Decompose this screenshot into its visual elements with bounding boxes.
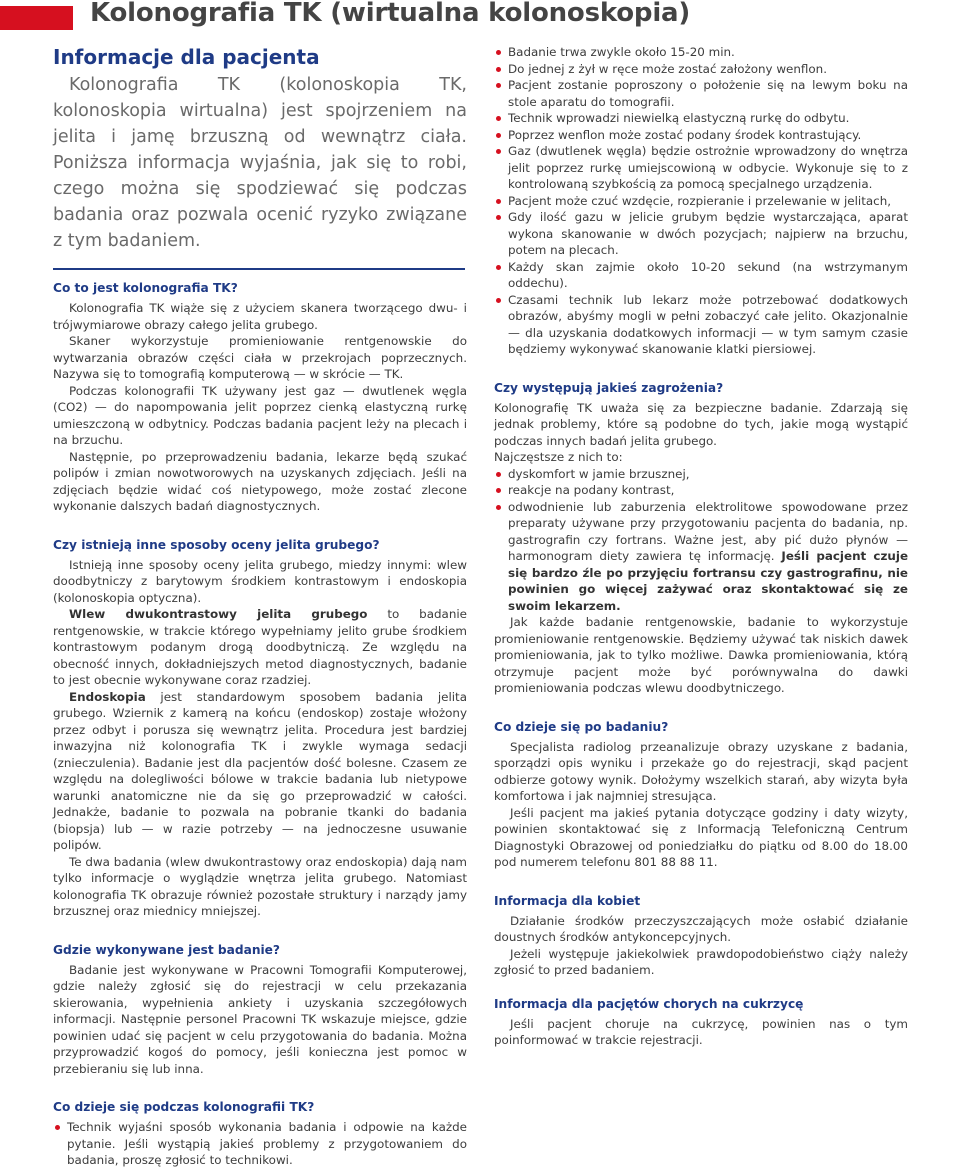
section-heading-during: Co dzieje się podczas kolonografii TK? [53,1100,315,1114]
paragraph-rest: jest standardowym sposobem badania jelita grubego. Wziernik z kamerą na końcu (endoskop) zostaje włożony przez odbyt i porusza się wewnątrz jelita. Procedura jest bardziej inwazyjna niż kolonografia TK i zwykle wymaga sedacji (znieczulenia). Badanie jest dla pacjentów dość bolesne. Czasem ze względu na dolegliwości bólowe w trakcie badania lub nietypowe warunki anatomiczne nie da się go przeprowadzić w całości. Jednakże, badanie to pozwala na pobranie tkanki do badania (biopsja) lub — w razie potrzeby — na jednoczesne usuwanie polipów. [53,689,467,852]
right-column [494,44,908,1049]
during-list-continued [494,44,908,358]
bullet-icon [496,505,501,510]
paragraph: Jeżeli występuje jakiekolwiek prawdopodobieństwo ciąży należy zgłosić to przed badaniem. [494,946,908,977]
paragraph: Jak każde badanie rentgenowskie, badanie to wykorzystuje promieniowanie rentgenowskie. Będziemy używać tak niskich dawek promieniowania, jak to tylko możliwe. Dawka promieniowania, którą otrzymuje pacjent może być porównywalna do dawki promieniowania podczas wlewu doodbytniczego. [494,615,908,695]
paragraph: Skaner wykorzystuje promieniowanie rentgenowskie do wytwarzania obrazów części ciała w przekrojach poprzecznych. Nazywa się to tomografią komputerową — w skrócie — TK. [53,334,467,381]
section-heading-diabetes: Informacja dla pacjętów chorych na cukrzycę [494,996,804,1011]
list-item: Gdy ilość gazu w jelicie grubym będzie wystarczająca, aparat wykona skanowanie w dwóch pozycjach; najpierw na brzuchu, potem na plecach. [494,209,908,259]
intro-text: Kolonografia TK (kolonoskopia TK, kolonoskopia wirtualna) jest spojrzeniem na jelita i jamę brzuszną od wewnątrz ciała. Poniższa informacja wyjaśnia, jak się to robi, czego można się spodziewać się podczas badania oraz pozwala ocenić ryzyko związane z tym badaniem. [53,75,467,251]
paragraph: Kolonografię TK uważa się za bezpieczne badanie. Zdarzają się jednak problemy, które są podobne do tych, jakie mogą wystąpić podczas innych badań jelita grubego. [494,400,908,448]
paragraph: Jeśli pacjent ma jakieś pytania dotyczące godziny i daty wizyty, powinien skontaktować się z Informacją Telefoniczną Centrum Diagnostyki Obrazowej od poniedziałku do piątku od 8.00 do 18.00 pod numerem telefonu 801 88 88 11. [494,805,908,869]
bullet-icon [496,83,501,88]
list-item: odwodnienie lub zaburzenia elektrolitowe spowodowane przez preparaty używane przy przygotowaniu pacjenta do badania, np. gastrografin czy fortrans. Ważne jest, aby pić dużo płynów — harmonogram diety zawiera tę informację. Jeśli pacjent czuje się bardzo źle po przyjęciu fortransu czy gastrografinu, nie powinien go więcej zażywać oraz skontaktować się ze swoim lekarzem. [494,499,908,615]
bullet-icon [496,116,501,121]
list-item: Gaz (dwutlenek węgla) będzie ostrożnie wprowadzony do wnętrza jelit poprzez rurkę umiejscowioną w odbycie. Wykonuje się to z kontrolowaną szybkością za pomocą specjalnego urządzenia. [494,143,908,193]
bullet-icon [496,215,501,220]
paragraph: Specjalista radiolog przeanalizuje obrazy uzyskane z badania, sporządzi opis wyniku i przekaże go do rejestracji, skąd pacjent odbierze gotowy wynik. Dołożymy wszelkich starań, aby wizyta była komfortowa i jak najmniej stresująca. [494,739,908,803]
bullet-icon [55,1125,60,1130]
list-item: reakcje na podany kontrast, [494,482,908,499]
bullet-icon [496,199,501,204]
paragraph: Następnie, po przeprowadzeniu badania, lekarze będą szukać polipów i zmian nowotworowych na uzyskanych zdjęciach. Jeśli na zdjęciach będzie widać coś nietypowego, może zostać zlecone wykonanie dalszych badań diagnostycznych. [53,449,467,513]
list-item: Poprzez wenflon może zostać podany środek kontrastujący. [494,127,908,144]
paragraph: Najczęstsze z nich to: [494,450,623,464]
list-item: Pacjent zostanie poproszony o położenie się na lewym boku na stole aparatu do tomografii. [494,77,908,110]
left-column [53,44,467,1169]
paragraph: Działanie środków przeczyszczających może osłabić działanie doustnych środków antykoncepcyjnych. [494,913,908,944]
section-heading-women: Informacja dla kobiet [494,893,641,908]
intro-divider [53,268,465,270]
list-item: Technik wprowadzi niewielką elastyczną rurkę do odbytu. [494,110,908,127]
bullet-icon [496,133,501,138]
paragraph-rest: to badanie rentgenowskie, w trakcie którego wypełniamy jelito grube środkiem kontrastowym podanym drogą doodbytniczą. Ze względu na obecność innych, dokładniejszych metod diagnostycznych, badanie to jest obecnie wykonywane coraz rzadziej. [53,607,467,687]
during-list [53,1119,467,1169]
paragraph: Te dwa badania (wlew dwukontrastowy oraz endoskopia) dają nam tylko informacje o wyglądzie wnętrza jelita grubego. Natomiast kolonografia TK obrazuje również pozostałe struktury i narządy jamy brzusznej oraz miednicy mniejszej. [53,854,467,918]
bullet-icon [496,149,501,154]
list-item: dyskomfort w jamie brzusznej, [494,466,908,483]
bullet-icon [496,50,501,55]
header-accent-bar [0,6,73,30]
paragraph: Badanie jest wykonywane w Pracowni Tomografii Komputerowej, gdzie należy zgłosić się do rejestracji w celu przekazania skierowania, wypełnienia ankiety i uzyskania szczegółowych informacji. Następnie personel Pracowni TK wskazuje miejsce, gdzie powinien udać się pacjent w celu przygotowania do badania. Można przyprowadzić kogoś do pomocy, jeśli konieczna jest pomoc w przebieraniu się lub inna. [53,962,467,1076]
list-item: Do jednej z żył w ręce może zostać założony wenflon. [494,61,908,78]
paragraph: Kolonografia TK wiąże się z użyciem skanera tworzącego dwu- i trójwymiarowe obrazy całego jelita grubego. [53,301,467,332]
list-item: Pacjent może czuć wzdęcie, rozpieranie i przelewanie w jelitach, [494,193,908,210]
bold-term: Wlew dwukontrastowy jelita grubego [69,607,368,621]
list-item: Badanie trwa zwykle około 15-20 min. [494,44,908,61]
document-title: Kolonografia TK (wirtualna kolonoskopia) [90,0,691,28]
bullet-icon [496,265,501,270]
section-heading-other-methods: Czy istnieją inne sposoby oceny jelita grubego? [53,537,380,552]
bullet-icon [496,67,501,72]
bullet-icon [496,472,501,477]
bullet-icon [496,298,501,303]
bold-warning: Jeśli pacjent czuje się bardzo źle po przyjęciu fortransu czy gastrografinu, nie powinien go więcej zażywać oraz skontaktować się ze swoim lekarzem. [508,549,909,613]
bold-term: Endoskopia [69,689,146,704]
section-heading-where: Gdzie wykonywane jest badanie? [53,942,281,957]
list-item: Technik wyjaśni sposób wykonania badania i odpowie na każde pytanie. Jeśli wystąpią jakieś problemy z przygotowaniem do badania, proszę zgłosić to technikowi. [53,1119,467,1169]
section-heading-risks: Czy występują jakieś zagrożenia? [494,380,724,395]
paragraph: Jeśli pacjent choruje na cukrzycę, powinien nas o tym poinformować w trakcie rejestracji. [494,1016,908,1047]
list-item: Czasami technik lub lekarz może potrzebować dodatkowych obrazów, abyśmy mogli w pełni zobaczyć całe jelito. Okazjonalnie — dla uzyskania dodatkowych informacji — w tym samym czasie będziemy wykonywać skanowanie klatki piersiowej. [494,292,908,358]
section-heading-after: Co dzieje się po badaniu? [494,719,669,734]
paragraph [53,689,467,854]
paragraph: Istnieją inne sposoby oceny jelita grubego, miedzy innymi: wlew doodbytniczy z barytowym środkiem kontrastowym i endoskopia (kolonoskopia optyczna). [53,557,467,605]
list-item: Każdy skan zajmie około 10-20 sekund (na wstrzymanym oddechu). [494,259,908,292]
bullet-icon [496,488,501,493]
paragraph [53,606,467,689]
intro-heading: Informacje dla pacjenta [53,45,320,69]
paragraph: Podczas kolonografii TK używany jest gaz — dwutlenek węgla (CO2) — do napompowania jelit poprzez cienką elastyczną rurkę umieszczoną w odbytnicy. Podczas badania pacjent leży na plecach i na brzuchu. [53,383,467,447]
risks-list [494,466,908,615]
section-heading-what-is: Co to jest kolonografia TK? [53,281,238,295]
